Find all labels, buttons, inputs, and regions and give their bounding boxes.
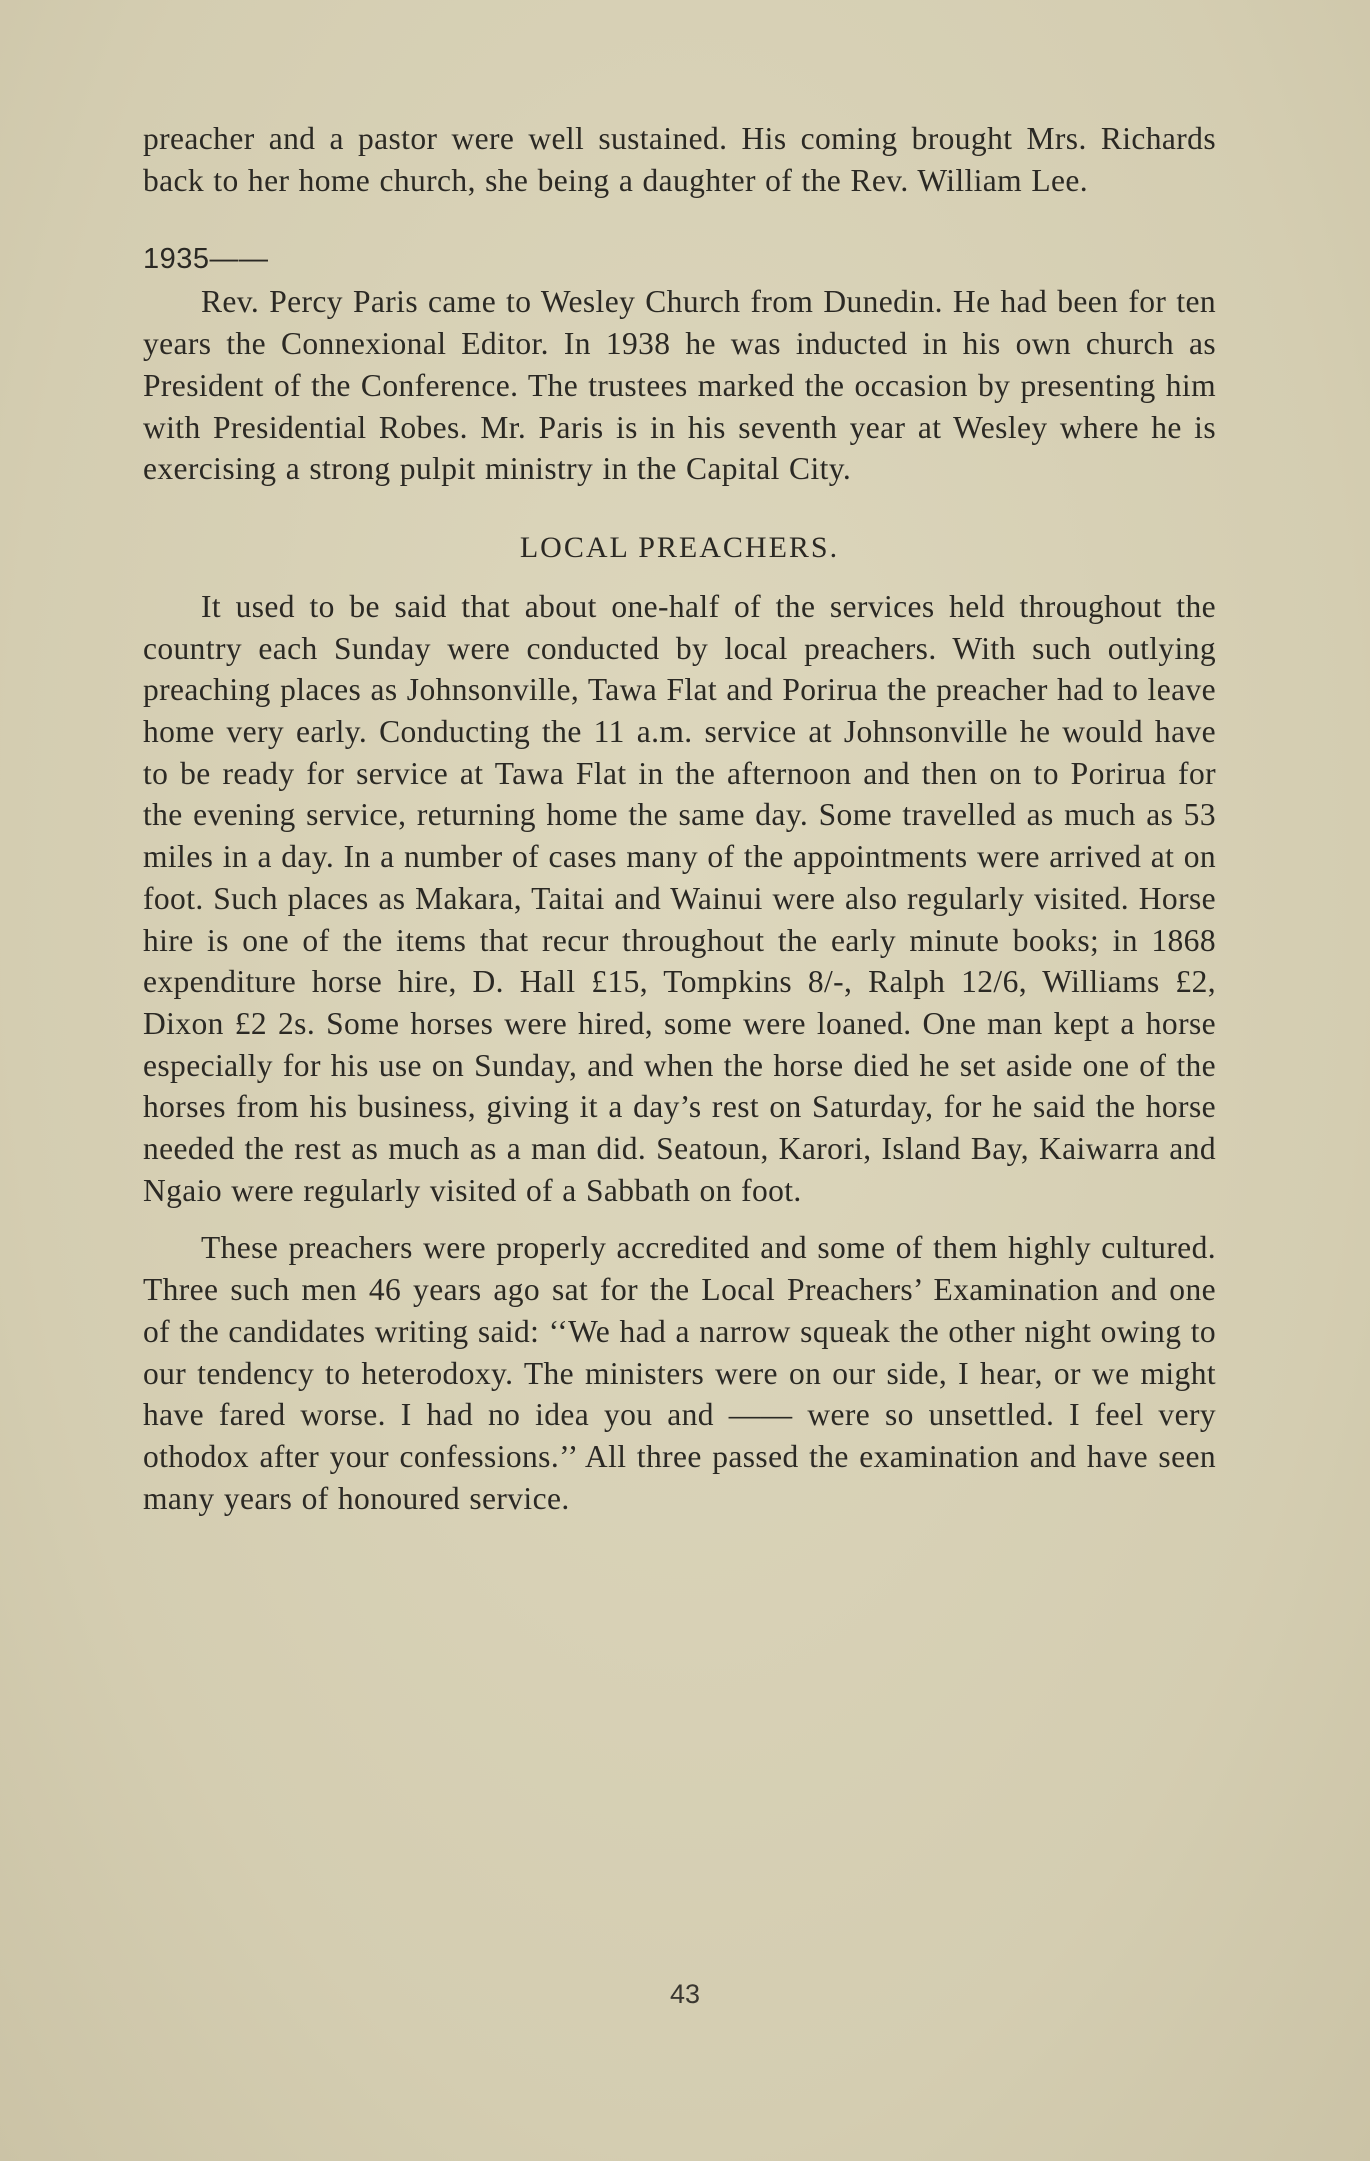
book-page xyxy=(143,118,1216,1519)
opening-paragraph: preacher and a pastor were well sustained. His coming brought Mrs. Richards back to her home church, she being a daughter of the Rev. William Lee. xyxy=(143,121,1216,198)
page-number: 43 xyxy=(669,1979,701,2009)
preachers-paragraph: It used to be said that about one-half of the services held throughout the country each Sunday were conducted by local preachers. With such outlying preaching places as Johnsonville, Tawa Flat and Porirua the preacher had to leave home very early. Conducting the 11 a.m. service at Johnsonville he would have to be ready for service at Tawa Flat in the afternoon and then on to Porirua for the evening service, returning home the same day. Some travelled as much as 53 miles in a day. In a number of cases many of the appointments were arrived at on foot. Such places as Makara, Taitai and Wainui were also regularly visited. Horse hire is one of the items that recur throughout the early minute books; in 1868 expenditure horse hire, D. Hall £15, Tompkins 8/-, Ralph 12/6, Williams £2, Dixon £2 2s. Some horses were hired, some were loaned. One man kept a horse especially for his use on Sunday, and when the horse died he set aside one of the horses from his business, giving it a day’s rest on Saturday, for he said the horse needed the rest as much as a man did. Seatoun, Karori, Island Bay, Kaiwarra and Ngaio were regularly visited of a Sabbath on foot. xyxy=(143,588,1216,1208)
paris-paragraph: Rev. Percy Paris came to Wesley Church from Dunedin. He had been for ten years the Connexional Editor. In 1938 he was inducted in his own church as President of the Conference. The trustees marked the occasion by presenting him with Presidential Robes. Mr. Paris is in his seventh year at Wesley where he is exercising a strong pulpit ministry in the Capital City. xyxy=(143,284,1216,487)
cultured-paragraph: These preachers were properly accredited and some of them highly cultured. Three such men 46 years ago sat for the Local Preachers’ Examination and one of the candidates writing said: ‘‘We had a narrow squeak the other night owing to our tendency to heterodoxy. The ministers were on our side, I hear, or we might have fared worse. I had no idea you and —— were so unsettled. I feel very othodox after your confessions.’’ All three passed the examination and have seen many years of honoured service. xyxy=(143,1230,1216,1516)
section-heading: LOCAL PREACHERS. xyxy=(519,530,840,564)
year-heading: 1935—— xyxy=(143,243,269,276)
